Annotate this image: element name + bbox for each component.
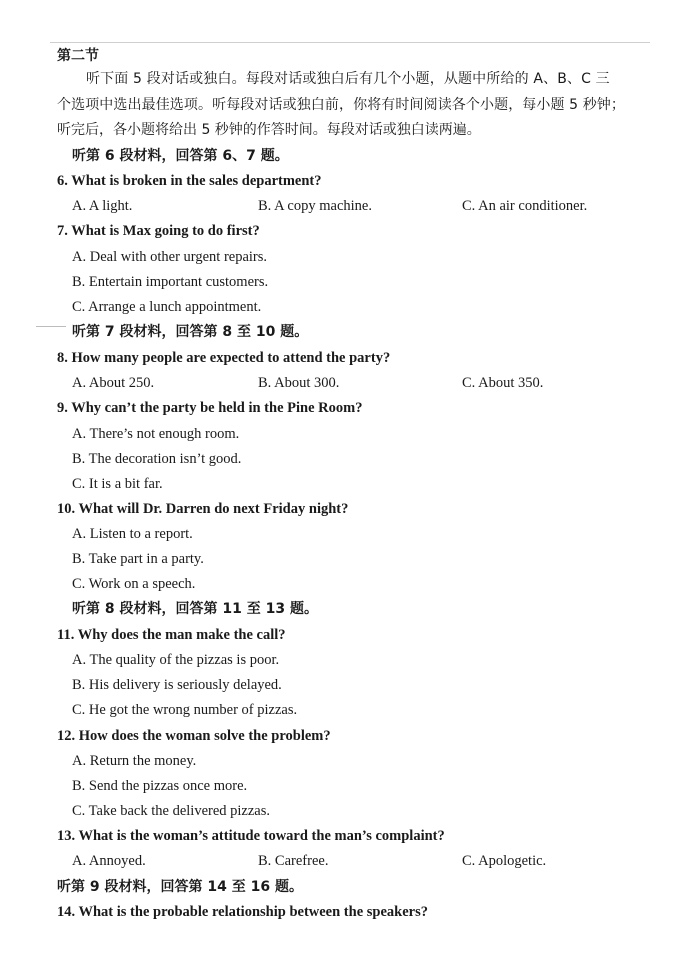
group-instruction-7: 听第 7 段材料，回答第 8 至 10 题。 bbox=[72, 324, 309, 340]
option-9c: C. It is a bit far. bbox=[72, 476, 163, 492]
option-10a: A. Listen to a report. bbox=[72, 526, 193, 542]
option-10c: C. Work on a speech. bbox=[72, 576, 196, 592]
option-11c: C. He got the wrong number of pizzas. bbox=[72, 702, 298, 718]
option-11a: A. The quality of the pizzas is poor. bbox=[72, 652, 280, 668]
option-12b: B. Send the pizzas once more. bbox=[72, 778, 248, 794]
option-13a: A. Annoyed. bbox=[72, 853, 146, 869]
option-7b: B. Entertain important customers. bbox=[72, 274, 269, 290]
option-12c: C. Take back the delivered pizzas. bbox=[72, 803, 271, 819]
intro-line-2: 个选项中选出最佳选项。听每段对话或独白前，你将有时间阅读各个小题，每小题 5 秒钟； bbox=[57, 97, 626, 113]
question-13: 13. What is the woman’s attitude toward the man’s complaint? bbox=[57, 828, 445, 844]
question-7: 7. What is Max going to do first? bbox=[57, 223, 260, 239]
section-heading: 第二节 bbox=[57, 48, 99, 64]
option-6c: C. An air conditioner. bbox=[462, 198, 588, 214]
option-8a: A. About 250. bbox=[72, 375, 155, 391]
option-7a: A. Deal with other urgent repairs. bbox=[72, 249, 268, 265]
question-10: 10. What will Dr. Darren do next Friday night? bbox=[57, 501, 349, 517]
option-13b: B. Carefree. bbox=[258, 853, 329, 869]
option-12a: A. Return the money. bbox=[72, 753, 197, 769]
question-6: 6. What is broken in the sales department? bbox=[57, 173, 322, 189]
question-11: 11. Why does the man make the call? bbox=[57, 627, 286, 643]
option-8c: C. About 350. bbox=[462, 375, 544, 391]
option-13c: C. Apologetic. bbox=[462, 853, 547, 869]
option-9b: B. The decoration isn’t good. bbox=[72, 451, 242, 467]
question-12: 12. How does the woman solve the problem? bbox=[57, 728, 331, 744]
question-14: 14. What is the probable relationship between the speakers? bbox=[57, 904, 428, 920]
option-9a: A. There’s not enough room. bbox=[72, 426, 240, 442]
option-8b: B. About 300. bbox=[258, 375, 340, 391]
question-8: 8. How many people are expected to attend the party? bbox=[57, 350, 391, 366]
top-divider bbox=[50, 42, 650, 43]
option-11b: B. His delivery is seriously delayed. bbox=[72, 677, 282, 693]
option-6b: B. A copy machine. bbox=[258, 198, 372, 214]
intro-line-3: 听完后，各小题将给出 5 秒钟的作答时间。每段对话或独白读两遍。 bbox=[57, 122, 481, 138]
option-6a: A. A light. bbox=[72, 198, 133, 214]
question-9: 9. Why can’t the party be held in the Pine Room? bbox=[57, 400, 363, 416]
intro-line-1: 听下面 5 段对话或独白。每段对话或独白后有几个小题，从题中所给的 A、B、C 三 bbox=[86, 71, 610, 87]
group-instruction-9: 听第 9 段材料，回答第 14 至 16 题。 bbox=[57, 879, 303, 895]
group-instruction-8: 听第 8 段材料，回答第 11 至 13 题。 bbox=[72, 601, 318, 617]
option-7c: C. Arrange a lunch appointment. bbox=[72, 299, 262, 315]
option-10b: B. Take part in a party. bbox=[72, 551, 204, 567]
group-instruction-6: 听第 6 段材料，回答第 6、7 题。 bbox=[72, 148, 289, 164]
scan-line bbox=[36, 326, 66, 327]
